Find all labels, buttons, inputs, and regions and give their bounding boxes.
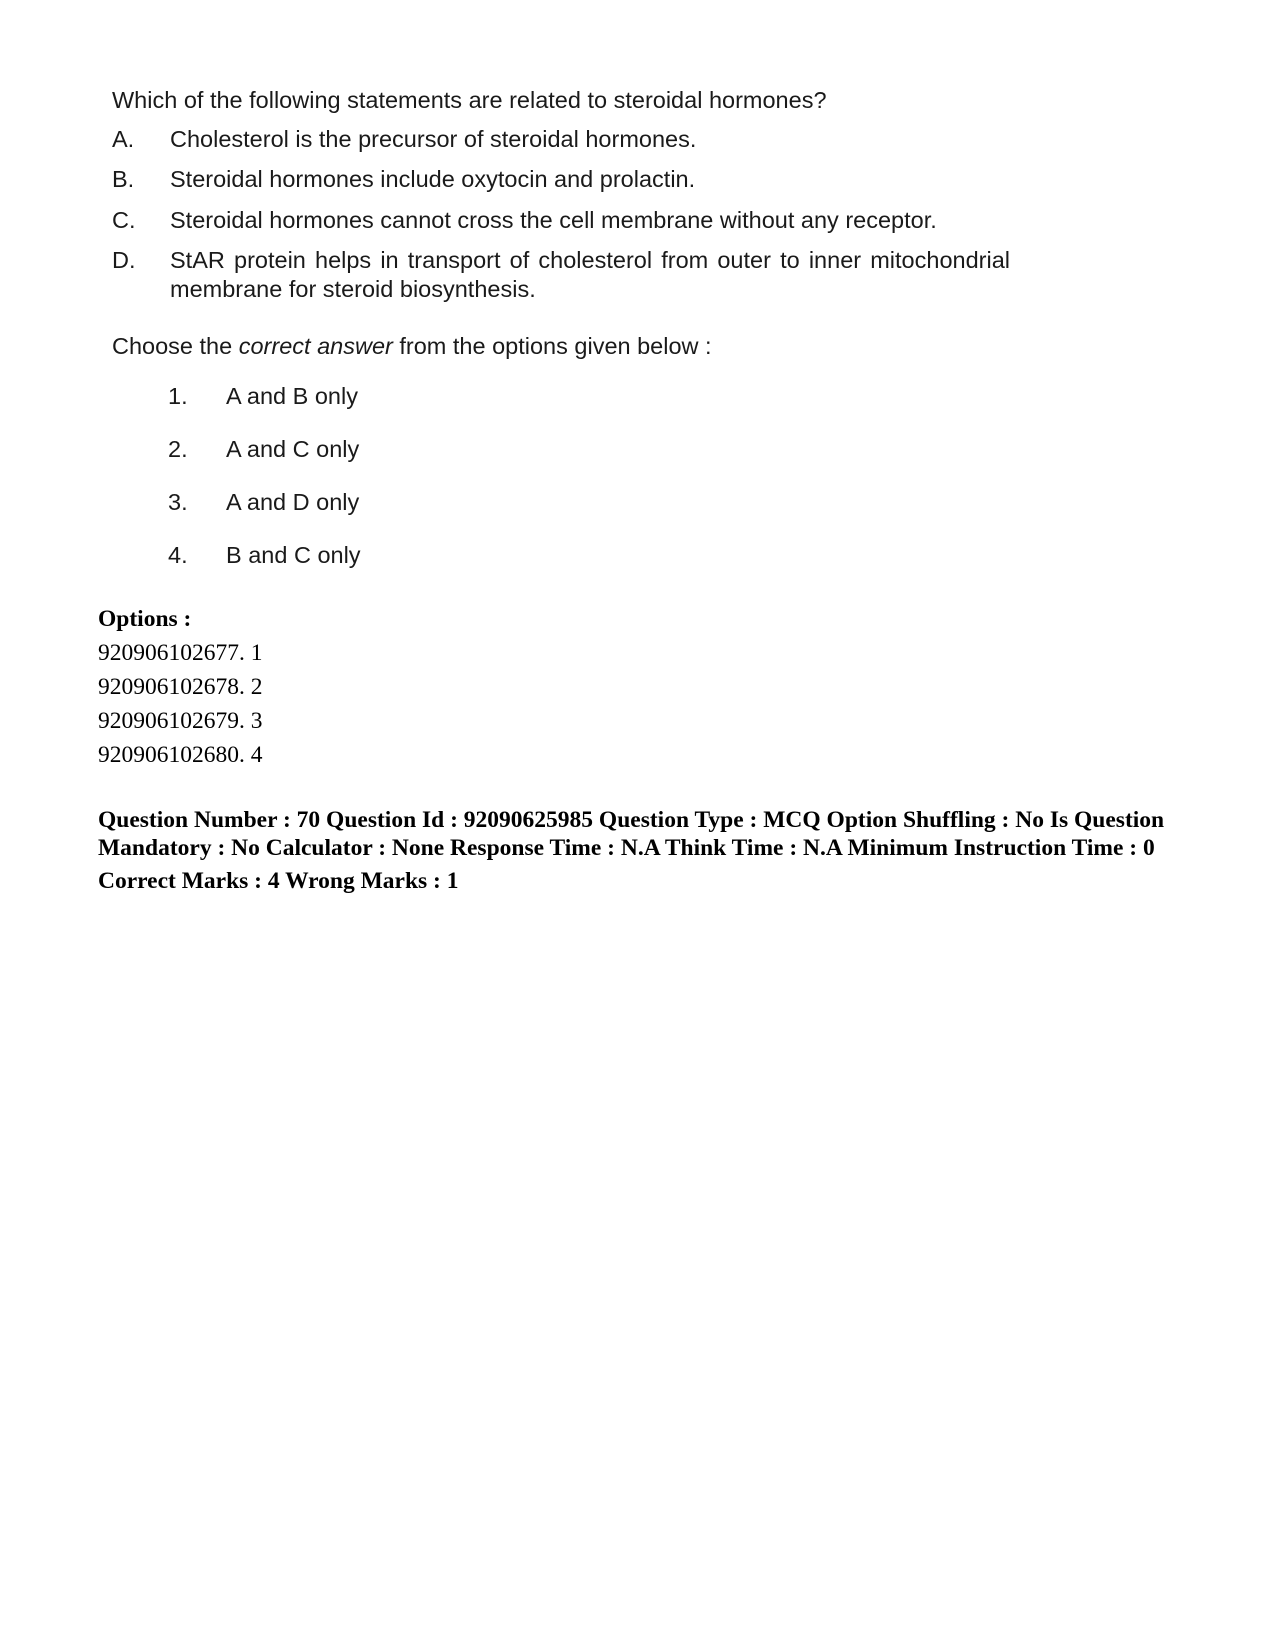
- answer-text: A and C only: [226, 435, 360, 462]
- question-info-line: Question Number : 70 Question Id : 92090625985 Question Type : MCQ Option Shuffling : No Is Question Mandatory : No Calculator : None Response Time : N.A Think Time : N.A Minimum Instruction Time : 0: [98, 807, 1165, 861]
- answer-item: [168, 541, 1012, 594]
- statement-item: [112, 125, 1012, 153]
- option-line: [98, 704, 1178, 738]
- question-image: [112, 86, 1012, 594]
- answer-number: 1.: [168, 382, 188, 409]
- statement-item: [112, 165, 1012, 193]
- choose-prefix: Choose the: [112, 332, 239, 359]
- statement-item: [112, 206, 1012, 234]
- option-value: 2: [250, 674, 263, 700]
- statement-letter: D.: [112, 246, 136, 273]
- statement-list: [112, 125, 1012, 304]
- statement-letter: A.: [112, 126, 135, 153]
- option-line: [98, 636, 1178, 670]
- answer-number: 3.: [168, 488, 188, 515]
- option-id: 920906102679.: [98, 708, 245, 734]
- option-id: 920906102677.: [98, 640, 245, 666]
- option-line: [98, 670, 1178, 704]
- choose-suffix: from the options given below :: [392, 332, 712, 359]
- option-id: 920906102678.: [98, 674, 245, 700]
- option-id: 920906102680.: [98, 742, 245, 768]
- choose-emphasis: correct answer: [238, 332, 393, 359]
- question-info-block: [98, 807, 1178, 896]
- options-heading: Options :: [98, 606, 192, 632]
- statement-text: Steroidal hormones cannot cross the cell membrane without any receptor.: [170, 206, 937, 233]
- answer-item: [168, 382, 1012, 435]
- answer-number: 2.: [168, 435, 188, 462]
- answer-text: A and D only: [226, 488, 360, 515]
- option-line: [98, 738, 1178, 772]
- answer-item: [168, 488, 1012, 541]
- question-stem: Which of the following statements are related to steroidal hormones?: [112, 87, 827, 113]
- statement-text: Steroidal hormones include oxytocin and prolactin.: [170, 166, 696, 193]
- choose-instruction: [112, 332, 1012, 360]
- answer-item: [168, 435, 1012, 488]
- statement-text: Cholesterol is the precursor of steroidal hormones.: [170, 126, 697, 153]
- statement-text: StAR protein helps in transport of cholesterol from outer to inner mitochondrial membrane for steroid biosynthesis.: [170, 246, 1010, 303]
- statement-item: [112, 246, 1012, 305]
- statement-letter: C.: [112, 206, 136, 233]
- answer-text: B and C only: [226, 541, 361, 568]
- answer-text: A and B only: [226, 382, 358, 409]
- option-value: 3: [250, 708, 263, 734]
- answer-list: [112, 382, 1012, 594]
- options-block: [98, 602, 1178, 772]
- option-value: 1: [250, 640, 263, 666]
- marks-line: Correct Marks : 4 Wrong Marks : 1: [98, 868, 459, 894]
- option-value: 4: [250, 742, 263, 768]
- answer-number: 4.: [168, 541, 188, 568]
- statement-letter: B.: [112, 166, 135, 193]
